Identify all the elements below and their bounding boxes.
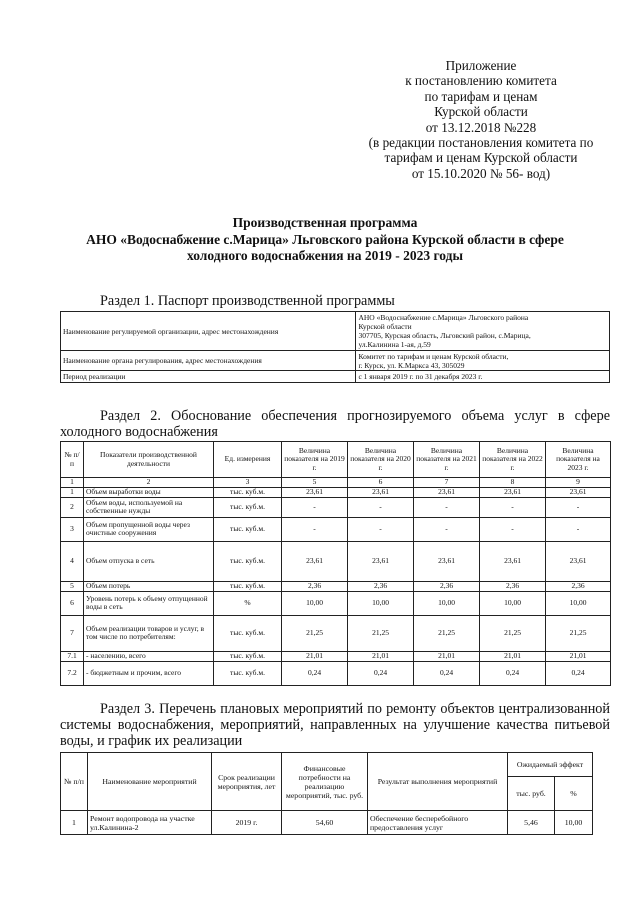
appendix-block bbox=[350, 58, 612, 181]
row-value: - bbox=[546, 517, 611, 541]
row-value: - bbox=[480, 517, 546, 541]
section3-heading: Раздел 3. Перечень плановых мероприятий по ремонту объектов централизованной системы водоснабжения, мероприятий, направленных на улучшение качества питьевой воды, и график их реализации bbox=[60, 701, 610, 749]
col-header-year: Величина показателя на 2020 г. bbox=[348, 442, 414, 478]
col-header-year: Величина показателя на 2021 г. bbox=[414, 442, 480, 478]
value-line: Комитет по тарифам и ценам Курской области, bbox=[358, 351, 509, 361]
row-name: Объем отпуска в сеть bbox=[84, 541, 214, 581]
header-row bbox=[61, 442, 611, 478]
row-value: 21,25 bbox=[546, 615, 611, 651]
passport-table bbox=[60, 311, 610, 383]
row-value: - bbox=[282, 517, 348, 541]
col-header-unit: Ед. измерения bbox=[214, 442, 282, 478]
col-header-effect: Ожидаемый эффект bbox=[508, 753, 593, 777]
appendix-line: Курской области bbox=[434, 104, 528, 120]
row-label: Наименование регулируемой организации, адрес местонахождения bbox=[61, 312, 356, 351]
row-unit: тыс. куб.м. bbox=[214, 651, 282, 661]
row-value: 23,61 bbox=[414, 541, 480, 581]
row-num: 3 bbox=[61, 517, 84, 541]
row-value: 2,36 bbox=[480, 581, 546, 591]
col-header-year: Величина показателя на 2022 г. bbox=[480, 442, 546, 478]
row-value: 0,24 bbox=[414, 661, 480, 685]
document-title bbox=[40, 215, 610, 265]
row-value: 10,00 bbox=[348, 591, 414, 615]
row-effect-pct: 10,00 bbox=[555, 811, 593, 835]
col-number: 7 bbox=[414, 478, 480, 488]
col-number: 2 bbox=[84, 478, 214, 488]
table-row bbox=[61, 581, 611, 591]
value-line: г. Курск, ул. К.Маркса 43, 305029 bbox=[358, 360, 465, 370]
row-value: 10,00 bbox=[546, 591, 611, 615]
table-row bbox=[61, 591, 611, 615]
section2-heading: Раздел 2. Обоснование обеспечения прогнозируемого объема услуг в сфере холодного водоснабжения bbox=[60, 408, 610, 440]
row-value: 23,61 bbox=[546, 487, 611, 497]
row-value bbox=[356, 312, 610, 351]
title-line-1: Производственная программа bbox=[232, 215, 418, 230]
row-num: 6 bbox=[61, 591, 84, 615]
col-header-year: Величина показателя на 2023 г. bbox=[546, 442, 611, 478]
row-unit: тыс. куб.м. bbox=[214, 497, 282, 517]
col-header-num: № п/п bbox=[61, 442, 84, 478]
row-value: 21,01 bbox=[480, 651, 546, 661]
row-num: 7.1 bbox=[61, 651, 84, 661]
appendix-line: (в редакции постановления комитета по bbox=[368, 135, 594, 151]
row-value: 23,61 bbox=[546, 541, 611, 581]
table-row bbox=[61, 811, 593, 835]
table-row bbox=[61, 651, 611, 661]
col-header-effect-pct: % bbox=[555, 777, 593, 811]
row-num: 4 bbox=[61, 541, 84, 581]
row-value: - bbox=[282, 497, 348, 517]
row-term: 2019 г. bbox=[212, 811, 282, 835]
row-value: 23,61 bbox=[348, 487, 414, 497]
row-name: Ремонт водопровода на участке ул.Калинина-2 bbox=[88, 811, 212, 835]
row-value: 23,61 bbox=[348, 541, 414, 581]
value-line: с 1 января 2019 г. по 31 декабря 2023 г. bbox=[358, 372, 483, 381]
row-value: 0,24 bbox=[546, 661, 611, 685]
col-header-name: Наименование мероприятий bbox=[88, 753, 212, 811]
row-effect-rub: 5,46 bbox=[508, 811, 555, 835]
row-value: 0,24 bbox=[480, 661, 546, 685]
col-number: 6 bbox=[348, 478, 414, 488]
row-name: Объем пропущенной воды через очистные сооружения bbox=[84, 517, 214, 541]
production-indicators-table bbox=[60, 441, 611, 686]
row-num: 1 bbox=[61, 811, 88, 835]
row-value: 23,61 bbox=[480, 541, 546, 581]
row-value bbox=[356, 371, 610, 383]
row-value: 2,36 bbox=[414, 581, 480, 591]
row-unit: тыс. куб.м. bbox=[214, 541, 282, 581]
row-value: - bbox=[414, 517, 480, 541]
row-label: Период реализации bbox=[61, 371, 356, 383]
table-row bbox=[61, 661, 611, 685]
col-number-row bbox=[61, 478, 611, 488]
appendix-line: к постановлению комитета bbox=[405, 73, 557, 89]
row-value: 0,24 bbox=[282, 661, 348, 685]
table-row bbox=[61, 497, 611, 517]
row-value: - bbox=[348, 517, 414, 541]
row-value: 21,01 bbox=[282, 651, 348, 661]
appendix-line: Приложение bbox=[445, 58, 517, 73]
col-header-effect-rub: тыс. руб. bbox=[508, 777, 555, 811]
value-line: 307705, Курская область, Льговский район, с.Марица, bbox=[358, 331, 531, 340]
row-value: 21,25 bbox=[282, 615, 348, 651]
row-value: - bbox=[480, 497, 546, 517]
col-header-num: № п/п bbox=[61, 753, 88, 811]
row-name: - бюджетным и прочим, всего bbox=[84, 661, 214, 685]
row-value: 23,61 bbox=[480, 487, 546, 497]
appendix-line: тарифам и ценам Курской области bbox=[384, 150, 578, 166]
row-num: 2 bbox=[61, 497, 84, 517]
row-value: 10,00 bbox=[480, 591, 546, 615]
row-num: 7 bbox=[61, 615, 84, 651]
row-name: Объем потерь bbox=[84, 581, 214, 591]
row-value: 2,36 bbox=[546, 581, 611, 591]
row-unit: тыс. куб.м. bbox=[214, 661, 282, 685]
row-unit: тыс. куб.м. bbox=[214, 581, 282, 591]
col-header-indicator: Показатели производственной деятельности bbox=[84, 442, 214, 478]
col-number: 1 bbox=[61, 478, 84, 488]
row-unit: тыс. куб.м. bbox=[214, 615, 282, 651]
row-value: 23,61 bbox=[282, 541, 348, 581]
col-header-term: Срок реализации мероприятия, лет bbox=[212, 753, 282, 811]
value-line: Курской области bbox=[358, 322, 412, 331]
row-value: 10,00 bbox=[414, 591, 480, 615]
row-name: Объем реализации товаров и услуг, в том числе по потребителям: bbox=[84, 615, 214, 651]
row-value: 0,24 bbox=[348, 661, 414, 685]
row-result: Обеспечение бесперебойного предоставления услуг bbox=[368, 811, 508, 835]
title-line-3: холодного водоснабжения на 2019 - 2023 годы bbox=[187, 248, 463, 263]
row-name: Уровень потерь к объему отпущенной воды в сеть bbox=[84, 591, 214, 615]
row-value bbox=[356, 351, 610, 371]
col-number: 9 bbox=[546, 478, 611, 488]
row-value: 2,36 bbox=[348, 581, 414, 591]
appendix-line: от 13.12.2018 №228 bbox=[425, 119, 537, 135]
col-header-finance: Финансовые потребности на реализацию мероприятий, тыс. руб. bbox=[282, 753, 368, 811]
col-header-result: Результат выполнения мероприятий bbox=[368, 753, 508, 811]
col-number: 3 bbox=[214, 478, 282, 488]
row-value: - bbox=[414, 497, 480, 517]
row-num: 7.2 bbox=[61, 661, 84, 685]
table-row bbox=[61, 351, 610, 371]
row-value: 21,25 bbox=[414, 615, 480, 651]
row-value: 21,01 bbox=[414, 651, 480, 661]
row-name: Объем воды, используемой на собственные нужды bbox=[84, 497, 214, 517]
row-finance: 54,60 bbox=[282, 811, 368, 835]
section1-heading: Раздел 1. Паспорт производственной программы bbox=[100, 293, 395, 309]
row-name: Объем выработки воды bbox=[84, 487, 214, 497]
row-unit: тыс. куб.м. bbox=[214, 517, 282, 541]
table-row bbox=[61, 312, 610, 351]
planned-measures-table bbox=[60, 752, 593, 835]
col-header-year: Величина показателя на 2019 г. bbox=[282, 442, 348, 478]
row-value: - bbox=[546, 497, 611, 517]
row-value: 21,25 bbox=[348, 615, 414, 651]
table-row bbox=[61, 615, 611, 651]
value-line: ул.Калинина 1-ая, д.59 bbox=[358, 340, 431, 349]
row-value: 10,00 bbox=[282, 591, 348, 615]
row-unit: тыс. куб.м. bbox=[214, 487, 282, 497]
appendix-line: по тарифам и ценам bbox=[424, 88, 538, 104]
table-row bbox=[61, 487, 611, 497]
row-value: 21,01 bbox=[546, 651, 611, 661]
row-value: 21,01 bbox=[348, 651, 414, 661]
row-num: 5 bbox=[61, 581, 84, 591]
table-row bbox=[61, 371, 610, 383]
appendix-line: от 15.10.2020 № 56- вод) bbox=[411, 165, 551, 181]
table-row bbox=[61, 541, 611, 581]
row-value: 2,36 bbox=[282, 581, 348, 591]
title-line-2: АНО «Водоснабжение с.Марица» Льговского района Курской области в сфере bbox=[86, 231, 564, 247]
row-value: 21,25 bbox=[480, 615, 546, 651]
row-unit: % bbox=[214, 591, 282, 615]
row-name: - населению, всего bbox=[84, 651, 214, 661]
header-row bbox=[61, 753, 593, 777]
col-number: 5 bbox=[282, 478, 348, 488]
row-value: 23,61 bbox=[282, 487, 348, 497]
row-label: Наименование органа регулирования, адрес местонахождения bbox=[61, 351, 356, 371]
col-number: 8 bbox=[480, 478, 546, 488]
table-row bbox=[61, 517, 611, 541]
value-line: АНО «Водоснабжение с.Марица» Льговского района bbox=[358, 313, 529, 322]
row-value: 23,61 bbox=[414, 487, 480, 497]
row-num: 1 bbox=[61, 487, 84, 497]
row-value: - bbox=[348, 497, 414, 517]
